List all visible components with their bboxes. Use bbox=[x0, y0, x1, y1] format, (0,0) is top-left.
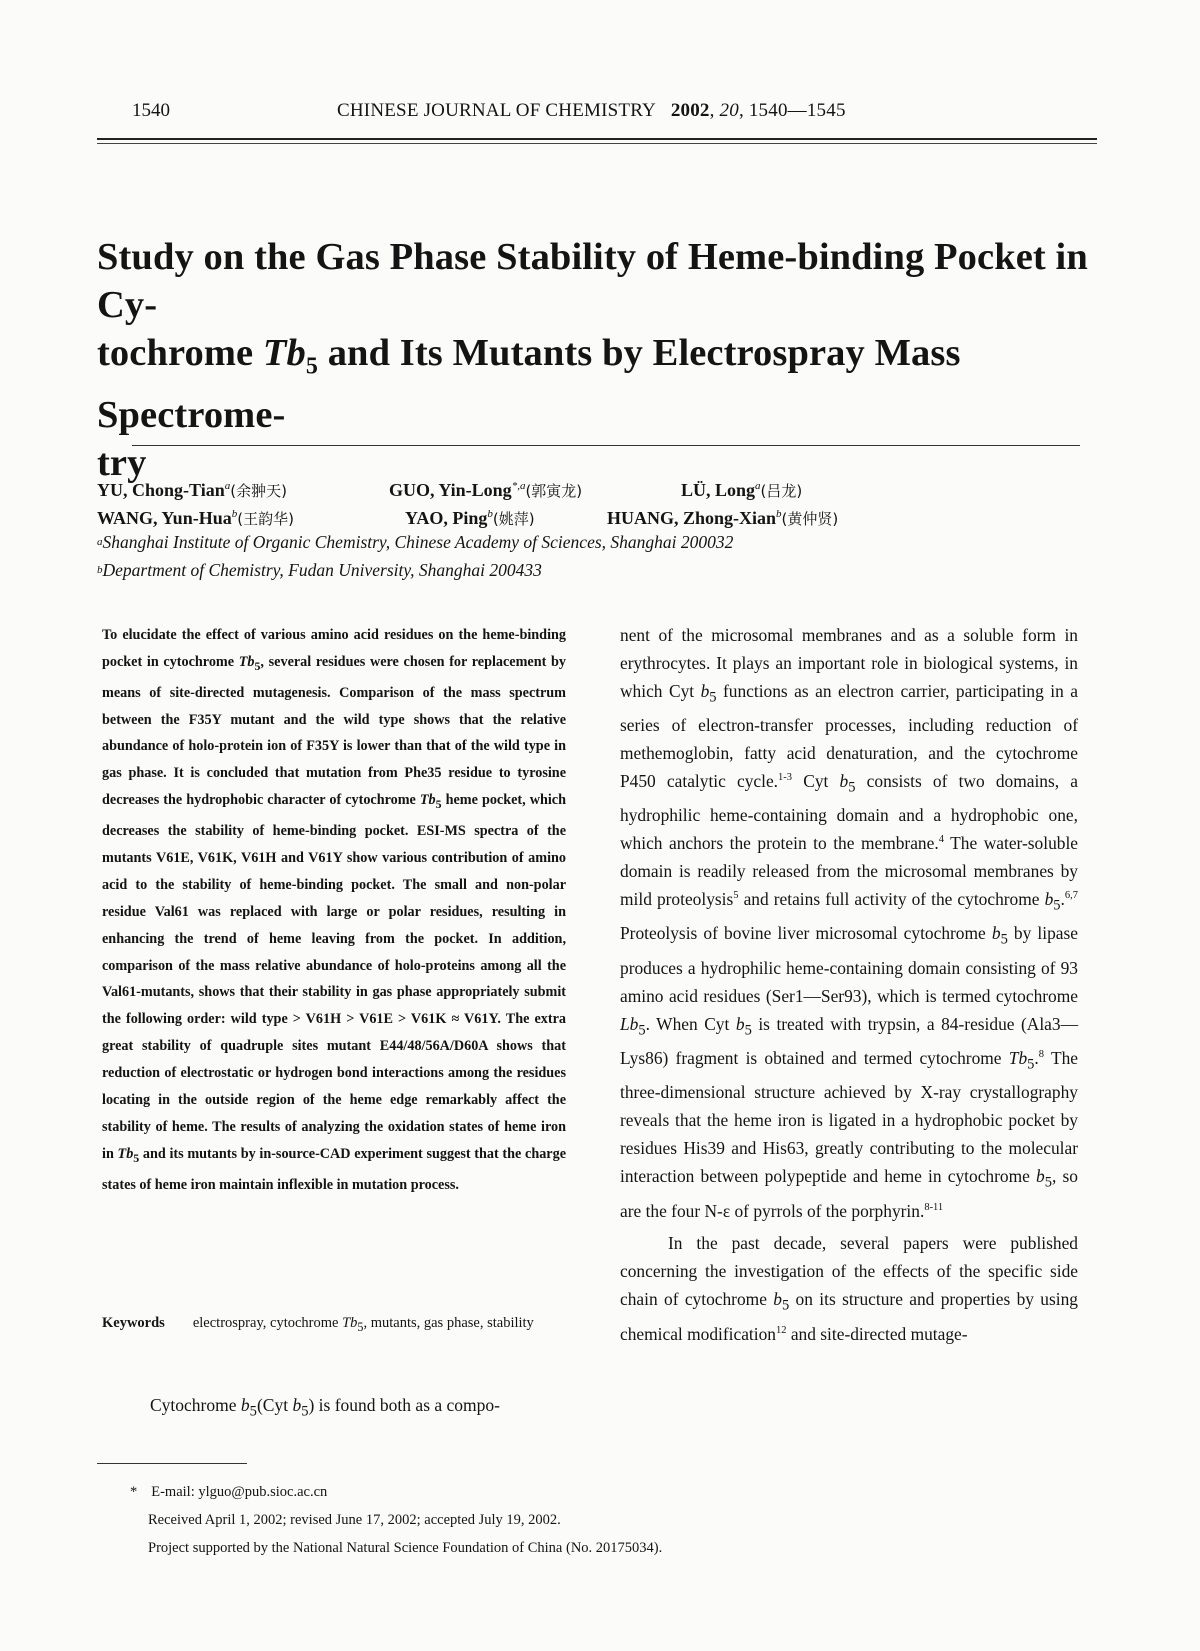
running-header bbox=[132, 100, 1082, 130]
title-line-2 bbox=[97, 329, 1097, 439]
header-rule-thin bbox=[97, 143, 1097, 144]
author: YAO, Ping$^b$(姚萍) bbox=[405, 508, 535, 528]
body-paragraph: nent of the microsomal membranes and as a soluble form in erythrocytes. It plays an important role in biological systems, in which Cyt $b_5$ functions as an electron carrier, participating in a series of electron-transfer processes, including reduction of methemoglobin, fatty acid denaturation, and the cytochrome P450 catalytic cycle.$^{1-3}$ Cyt $b_5$ consists of two domains, a hydrophilic heme-containing domain and a hydrophobic one, which anchors the protein to the membrane.$^4$ The water-soluble domain is readily released from the microsomal membranes by mild proteolysis$^5$ and retains full activity of the cytochrome $b_5.^{6,7}$ Proteolysis of bovine liver microsomal cytochrome $b_5$ by lipase produces a hydrophilic heme-containing domain consisting of 93 amino acid residues (Ser1—Ser93), which is termed cytochrome $Lb_5$. When Cyt $b_5$ is treated with trypsin, a 84-residue (Ala3—Lys86) fragment is obtained and termed cytochrome $Tb_5.^8$ The three-dimensional structure achieved by X-ray crystallography reveals that the heme iron is ligated in a hydrophobic pocket by residues His39 and His63, greatly contributing to the molecular interaction between polypeptide and heme in cytochrome $b_5$, so are the four N-ε of pyrrols of the porphyrin.$^{8-11}$ bbox=[620, 625, 1079, 1221]
footnotes bbox=[130, 1478, 1070, 1562]
header-rule bbox=[97, 138, 1097, 140]
footnote-received: Received April 1, 2002; revised June 17, 2002; accepted July 19, 2002. bbox=[148, 1512, 561, 1528]
affiliation-a: $^a$ Shanghai Institute of Organic Chemistry, Chinese Academy of Sciences, Shanghai 200032 bbox=[97, 532, 734, 552]
footnote-rule bbox=[97, 1463, 247, 1464]
journal-year: 2002 bbox=[670, 100, 710, 121]
author-block bbox=[97, 472, 1097, 584]
footnote-email: * E-mail: ylguo@pub.sioc.ac.cn bbox=[130, 1484, 328, 1500]
article-title bbox=[97, 233, 1097, 487]
title-tb: Tb bbox=[262, 332, 306, 374]
footnote-support: Project supported by the National Natural Science Foundation of China (No. 20175034). bbox=[148, 1540, 663, 1556]
title-text: tochrome bbox=[97, 332, 263, 374]
journal-volume: 20 bbox=[719, 100, 739, 121]
author: YU, Chong-Tian$^a$(余翀天) bbox=[97, 480, 287, 500]
body-paragraph: In the past decade, several papers were published concerning the investigation of the effects of the specific side chain of cytochrome $b_5$ on its structure and properties by using chemical modification$^{12}$ and site-directed mutage- bbox=[620, 1233, 1078, 1344]
journal-citation: CHINESE JOURNAL OF CHEMISTRY 2002, 20, 1540—1545 bbox=[337, 100, 846, 121]
keywords-label: Keywords bbox=[102, 1315, 165, 1331]
author: GUO, Yin-Long$^{*,a}$(郭寅龙) bbox=[389, 480, 583, 500]
author: WANG, Yun-Hua$^b$(王韵华) bbox=[97, 508, 294, 528]
author: HUANG, Zhong-Xian$^b$(黄仲贤) bbox=[607, 508, 839, 528]
author: LÜ, Long$^a$(吕龙) bbox=[681, 480, 803, 500]
title-rule bbox=[132, 445, 1080, 446]
author-row bbox=[97, 472, 1097, 500]
journal-name: CHINESE JOURNAL OF CHEMISTRY bbox=[337, 100, 656, 121]
page-number: 1540 bbox=[132, 100, 170, 121]
title-line-3: try bbox=[97, 441, 147, 484]
title-subscript: 5 bbox=[305, 353, 318, 380]
title-line-1: Study on the Gas Phase Stability of Heme-binding Pocket in Cy- bbox=[97, 236, 1088, 326]
affiliation-b: $^b$ Department of Chemistry, Fudan University, Shanghai 200433 bbox=[97, 560, 542, 580]
intro-paragraph: Cytochrome $b_5(Cyt$ $b_5$) is found both as a compo- bbox=[150, 1395, 500, 1420]
author-row bbox=[97, 500, 1097, 528]
journal-pages: 1540—1545 bbox=[748, 100, 846, 121]
title-text: and Its Mutants by Electrospray Mass Spectrome- bbox=[97, 332, 961, 436]
right-column-body bbox=[620, 622, 1078, 1349]
abstract: To elucidate the effect of various amino acid residues on the heme-binding pocket in cytochrome $Tb_5$, several residues were chosen for replacement by means of site-directed mutagenesis. Comparison of the mass spectrum between the F35Y mutant and the wild type shows that the relative abundance of holo-protein ion of F35Y is lower than that of the wild type in gas phase. It is concluded that mutation from Phe35 residue to tyrosine decreases the hydrophobic character of cytochrome $Tb_5$ heme pocket, which decreases the stability of heme-binding pocket. ESI-MS spectra of the mutants V61E, V61K, V61H and V61Y show various contribution of amino acid to the stability of heme-binding pocket. The small and non-polar residue Val61 was replaced with large or polar residues, resulting in enhancing the trend of heme leaving from the pocket. In addition, comparison of the mass relative abundance of holo-proteins among all the Val61-mutants, shows that their stability in gas phase appropriately submit the following order: wild type > V61H > V61E > V61K ≈ V61Y. The extra great stability of quadruple sites mutant E44/48/56A/D60A shows that reduction of electrostatic or hydrogen bond interactions among the residues locating in the outside region of the heme edge remarkably affect the stability of heme. The results of analyzing the oxidation states of heme iron in $Tb_5$ and its mutants by in-source-CAD experiment suggest that the charge states of heme iron maintain inflexible in mutation process. bbox=[102, 627, 567, 1193]
keywords: Keywords electrospray, cytochrome $Tb_5$, mutants, gas phase, stability bbox=[102, 1315, 534, 1334]
